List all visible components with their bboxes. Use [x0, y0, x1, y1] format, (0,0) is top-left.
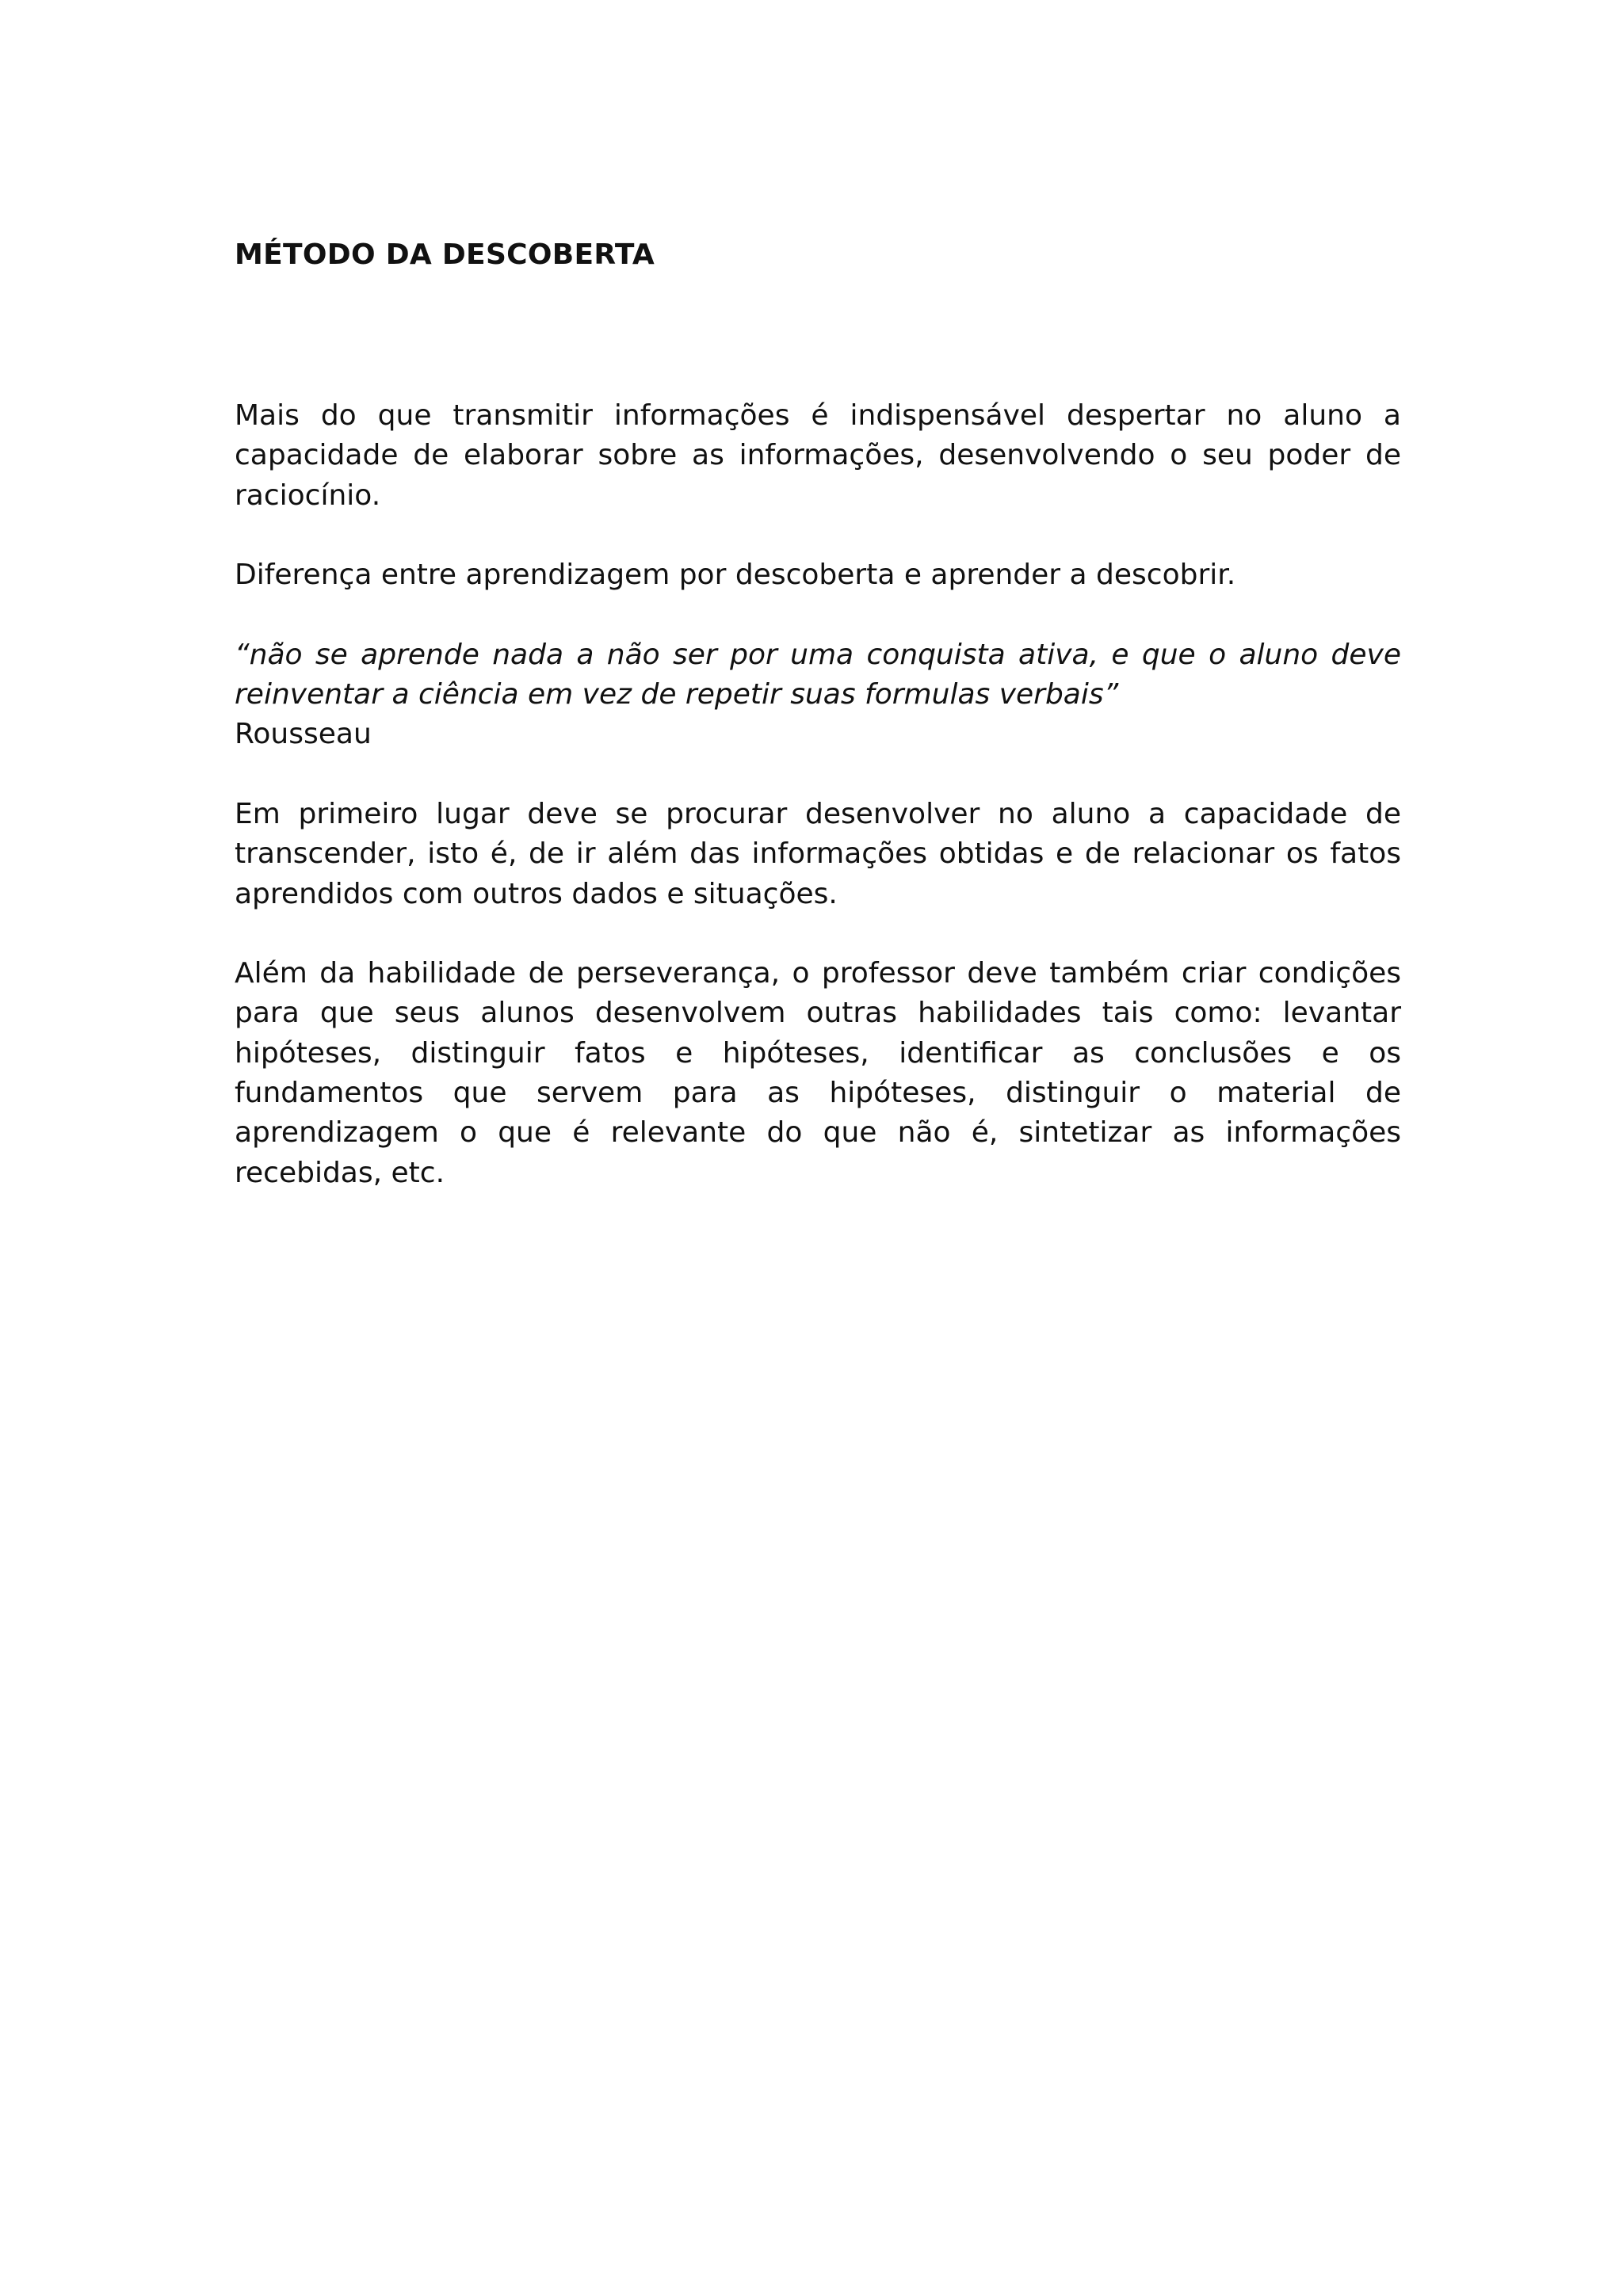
paragraph-line: Diferença entre aprendizagem por descoberta e aprender a descobrir.	[235, 559, 1236, 592]
paragraph-line: raciocínio.	[235, 479, 381, 512]
paragraph-transcend	[235, 795, 1401, 914]
paragraph-line: para que seus alunos desenvolvem outras habilidades tais como: levantar	[235, 997, 1401, 1030]
paragraph-difference	[235, 555, 1401, 595]
paragraph-intro	[235, 396, 1401, 516]
paragraph-line: hipóteses, distinguir fatos e hipóteses, identificar as conclusões e os	[235, 1036, 1401, 1070]
paragraph-line: recebidas, etc.	[235, 1156, 445, 1189]
paragraph-line: Em primeiro lugar deve se procurar desenvolver no aluno a capacidade de	[235, 797, 1401, 830]
document-body	[235, 235, 1401, 1233]
paragraph-line: fundamentos que servem para as hipóteses, distinguir o material de	[235, 1077, 1401, 1110]
paragraph-skills	[235, 954, 1401, 1193]
paragraph-line: capacidade de elaborar sobre as informações, desenvolvendo o seu poder de	[235, 439, 1401, 472]
paragraph-line: Mais do que transmitir informações é indispensável despertar no aluno a	[235, 399, 1401, 432]
paragraph-line: aprendizagem o que é relevante do que não é, sintetizar as informações	[235, 1116, 1401, 1150]
paragraph-line: Além da habilidade de perseverança, o professor deve também criar condições	[235, 957, 1401, 990]
quote-line: “não se aprende nada a não ser por uma conquista ativa, e que o aluno deve	[235, 638, 1401, 671]
paragraph-line: transcender, isto é, de ir além das informações obtidas e de relacionar os fatos	[235, 837, 1401, 871]
paragraph-line: aprendidos com outros dados e situações.	[235, 877, 838, 910]
quote-author: Rousseau	[235, 718, 372, 751]
quote-line: reinventar a ciência em vez de repetir suas formulas verbais”	[235, 678, 1119, 711]
document-title: MÉTODO DA DESCOBERTA	[235, 238, 655, 271]
quote-block	[235, 635, 1401, 755]
